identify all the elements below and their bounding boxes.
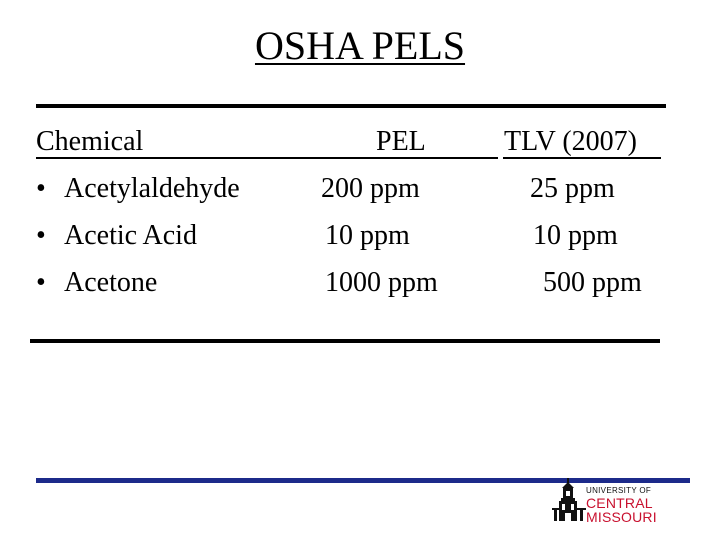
logo-line-university: UNIVERSITY OF [586,486,652,495]
tlv-value: 25 ppm [530,173,615,204]
tlv-header-underline [503,157,661,159]
bullet-icon: • [36,267,46,298]
pel-value: 1000 ppm [325,267,438,298]
table-row [36,172,240,206]
header-chemical: Chemical [36,126,144,157]
chemical-name: Acetone [64,267,158,298]
university-logo [586,486,657,524]
header-pel: PEL [376,126,426,157]
header-tlv: TLV (2007) [504,126,637,157]
table-row [36,219,197,253]
top-divider [36,104,666,108]
bullet-icon: • [36,173,46,204]
pel-value: 10 ppm [325,220,410,251]
tlv-value: 500 ppm [543,267,642,298]
chemical-name: Acetylaldehyde [64,173,240,204]
slide-title: OSHA PELS [254,23,466,68]
bottom-divider [30,339,660,343]
pel-value: 200 ppm [321,173,420,204]
bullet-icon: • [36,220,46,251]
table-row [36,266,157,300]
logo-line-missouri: MISSOURI [586,509,657,525]
header-underline [36,157,498,159]
chemical-name: Acetic Acid [64,220,197,251]
logo-line-central: CENTRAL [586,495,653,511]
tlv-value: 10 ppm [533,220,618,251]
